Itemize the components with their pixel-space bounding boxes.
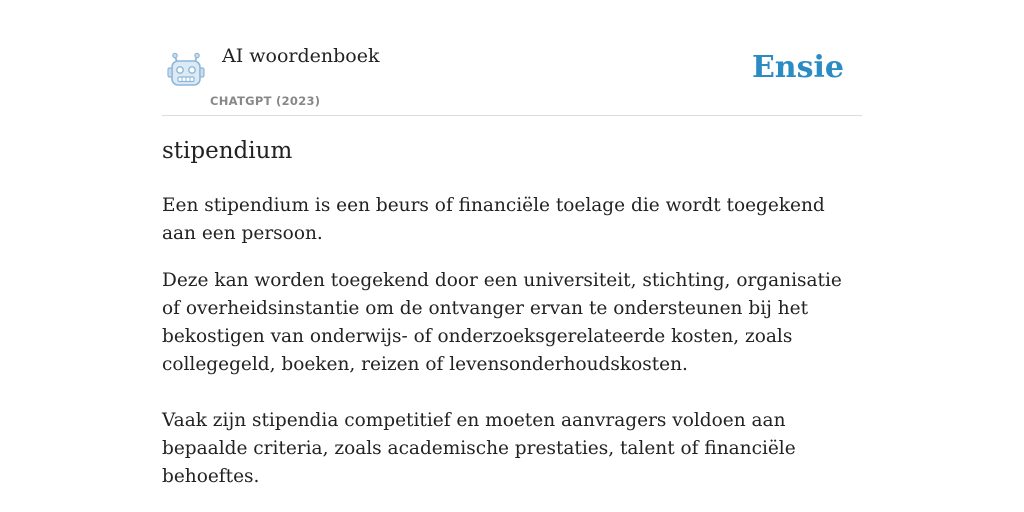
definition-paragraph-2: Deze kan worden toegekend door een universiteit, stichting, organisatie of overheidsinstantie om de ontvanger ervan te ondersteunen bij het bekostigen van onderwijs- of onderzoeksgerelateerde kosten, zoals collegegeld, boeken, reizen of levensonderhoudskosten.: [162, 270, 842, 375]
dictionary-title[interactable]: AI woordenboek: [222, 45, 380, 67]
ensie-logo[interactable]: Ensie: [751, 50, 844, 85]
entry-term: stipendium: [162, 138, 293, 164]
source-label: CHATGPT (2023): [210, 94, 321, 108]
definition-paragraph-3: Vaak zijn stipendia competitief en moeten aanvragers voldoen aan bepaalde criteria, zoals academische prestaties, talent of financiële behoeftes.: [162, 410, 796, 487]
definition-paragraph-1: Een stipendium is een beurs of financiële toelage die wordt toegekend aan een persoon.: [162, 195, 825, 244]
robot-icon: [166, 52, 206, 90]
dictionary-header: [162, 40, 862, 116]
